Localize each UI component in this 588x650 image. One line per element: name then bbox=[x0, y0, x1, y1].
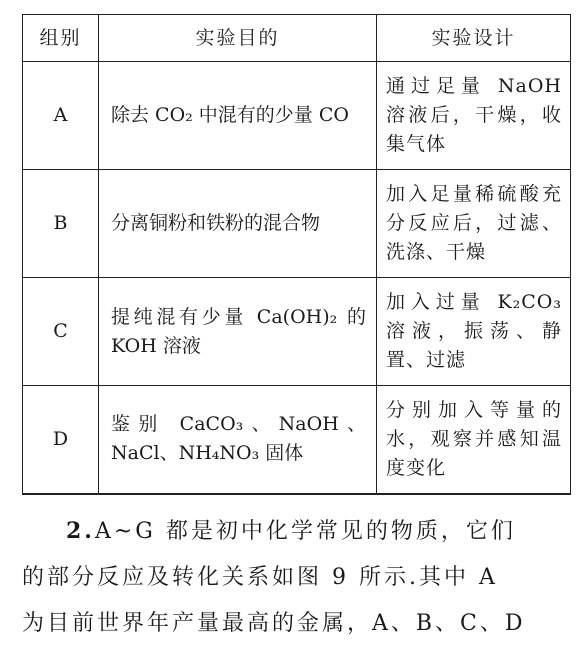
experiment-table bbox=[22, 14, 571, 495]
question-line-2: 的部分反应及转化关系如图 9 所示.其中 A bbox=[22, 565, 498, 590]
design-cell: 加入过量 K₂CO₃ 溶液，振荡、静置、过滤 bbox=[377, 278, 571, 386]
table-row bbox=[23, 62, 571, 170]
table-row bbox=[23, 170, 571, 278]
design-cell: 通过足量 NaOH 溶液后，干燥，收集气体 bbox=[377, 62, 571, 170]
design-cell: 加入足量稀硫酸充分反应后，过滤、洗涤、干燥 bbox=[377, 170, 571, 278]
header-purpose: 实验目的 bbox=[99, 15, 377, 62]
group-cell: B bbox=[23, 170, 99, 278]
purpose-cell: 除去 CO₂ 中混有的少量 CO bbox=[99, 62, 377, 170]
purpose-cell: 鉴别 CaCO₃、NaOH、NaCl、NH₄NO₃ 固体 bbox=[99, 386, 377, 494]
table-row bbox=[23, 278, 571, 386]
header-design: 实验设计 bbox=[377, 15, 571, 62]
design-cell: 分别加入等量的水，观察并感知温度变化 bbox=[377, 386, 571, 494]
group-cell: D bbox=[23, 386, 99, 494]
header-group: 组别 bbox=[23, 15, 99, 62]
question-text: A~G 都是初中化学常见的物质，它们 bbox=[94, 519, 516, 544]
purpose-cell: 分离铜粉和铁粉的混合物 bbox=[99, 170, 377, 278]
table-row bbox=[23, 386, 571, 494]
question-line-1 bbox=[22, 514, 570, 545]
question-line-3: 为目前世界年产量最高的金属，A、B、C、D bbox=[22, 611, 526, 636]
purpose-cell: 提纯混有少量 Ca(OH)₂ 的 KOH 溶液 bbox=[99, 278, 377, 386]
group-cell: C bbox=[23, 278, 99, 386]
question-number: 2. bbox=[66, 518, 95, 544]
table-header-row bbox=[23, 15, 571, 62]
group-cell: A bbox=[23, 62, 99, 170]
